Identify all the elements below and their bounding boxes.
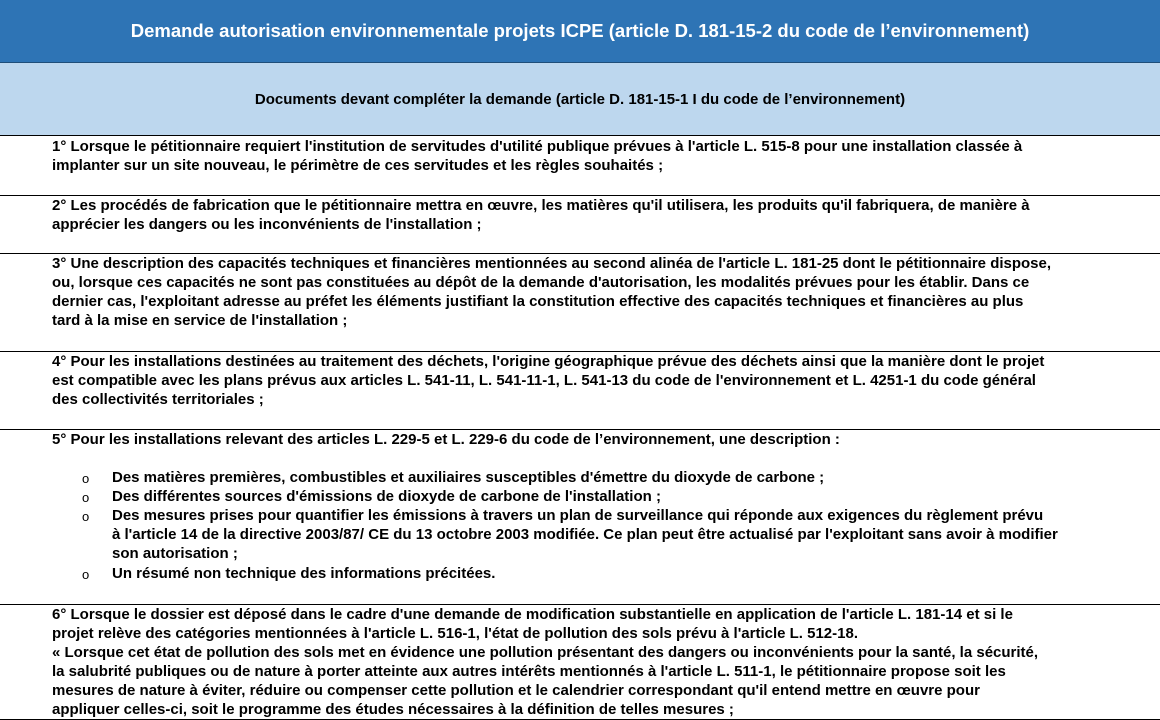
requirement-item-6 — [0, 605, 1160, 720]
item-text-line: 1° Lorsque le pétitionnaire requiert l'institution de servitudes d'utilité publique prévues à l'article L. 515-8 pour une installation classée à — [52, 138, 1023, 155]
item-text-line: ou, lorsque ces capacités ne sont pas constituées au dépôt de la demande d'autorisation, les modalités prévues pour les établir. Dans ce — [52, 274, 1030, 291]
item-text-line: implanter sur un site nouveau, le périmètre de ces servitudes et les règles souhaités ; — [52, 157, 664, 174]
item-text-line: mesures de nature à éviter, réduire ou compenser cette pollution et le calendrier correspondant qu'il entend mettre en œuvre pour — [52, 682, 980, 699]
item-text-line: tard à la mise en service de l'installation ; — [52, 312, 348, 329]
bullet-circle-icon: o — [82, 567, 90, 582]
item-intro: 5° Pour les installations relevant des articles L. 229-5 et L. 229-6 du code de l’environnement, une description : — [52, 431, 840, 448]
section-subtitle: Documents devant compléter la demande (article D. 181-15-1 I du code de l’environnement) — [0, 63, 1160, 136]
item-text-line: des collectivités territoriales ; — [52, 391, 264, 408]
item-text-line: projet relève des catégories mentionnées à l'article L. 516-1, l'état de pollution des sols prévu à l'article L. 512-18. — [52, 625, 859, 642]
item-text-line: 6° Lorsque le dossier est déposé dans le cadre d'une demande de modification substantielle en application de l'article L. 181-14 et si le — [52, 606, 1013, 623]
bullet-text: Des mesures prises pour quantifier les émissions à travers un plan de surveillance qui réponde aux exigences du règlement prévu — [112, 507, 1044, 524]
item-text-line: « Lorsque cet état de pollution des sols met en évidence une pollution présentant des dangers ou inconvénients pour la santé, la sécurité, — [52, 644, 1039, 661]
bullet-circle-icon: o — [82, 490, 90, 505]
item-text-line: la salubrité publiques ou de nature à porter atteinte aux autres intérêts mentionnés à l'article L. 511-1, le pétitionnaire propose soit les — [52, 663, 1006, 680]
requirement-item-5 — [0, 430, 1160, 605]
item-text-line: 4° Pour les installations destinées au traitement des déchets, l'origine géographique prévue des déchets ainsi que la manière dont le projet — [52, 353, 1045, 370]
item-text-line: 3° Une description des capacités techniques et financières mentionnées au second alinéa de l'article L. 181-25 dont le pétitionnaire dispose, — [52, 255, 1052, 272]
item-text-line: est compatible avec les plans prévus aux articles L. 541-11, L. 541-11-1, L. 541-13 du code de l'environnement et L. 4251-1 du code général — [52, 372, 1036, 389]
bullet-text: à l'article 14 de la directive 2003/87/ CE du 13 octobre 2003 modifiée. Ce plan peut être actualisé par l'exploitant sans avoir à modifier — [112, 526, 1058, 543]
item-text-line: dernier cas, l'exploitant adresse au préfet les éléments justifiant la constitution effective des capacités techniques et financières au plus — [52, 293, 1024, 310]
bullet-text: Des matières premières, combustibles et auxiliaires susceptibles d'émettre du dioxyde de carbone ; — [112, 469, 825, 486]
document-title: Demande autorisation environnementale projets ICPE (article D. 181-15-2 du code de l’environnement) — [0, 0, 1160, 63]
bullet-text: Un résumé non technique des informations précitées. — [112, 565, 496, 582]
requirement-item-4 — [0, 352, 1160, 430]
requirement-item-3 — [0, 254, 1160, 352]
bullet-circle-icon: o — [82, 509, 90, 524]
bullet-text: son autorisation ; — [112, 545, 238, 562]
requirement-item-2 — [0, 196, 1160, 254]
bullet-text: Des différentes sources d'émissions de dioxyde de carbone de l'installation ; — [112, 488, 661, 505]
item-text-line: 2° Les procédés de fabrication que le pétitionnaire mettra en œuvre, les matières qu'il utilisera, les produits qu'il fabriquera, de manière à — [52, 197, 1030, 214]
item-text-line: appliquer celles-ci, soit le programme des études nécessaires à la définition de telles mesures ; — [52, 701, 734, 718]
bullet-circle-icon: o — [82, 471, 90, 486]
requirement-item-1 — [0, 136, 1160, 196]
item-text-line: apprécier les dangers ou les inconvénients de l'installation ; — [52, 216, 482, 233]
